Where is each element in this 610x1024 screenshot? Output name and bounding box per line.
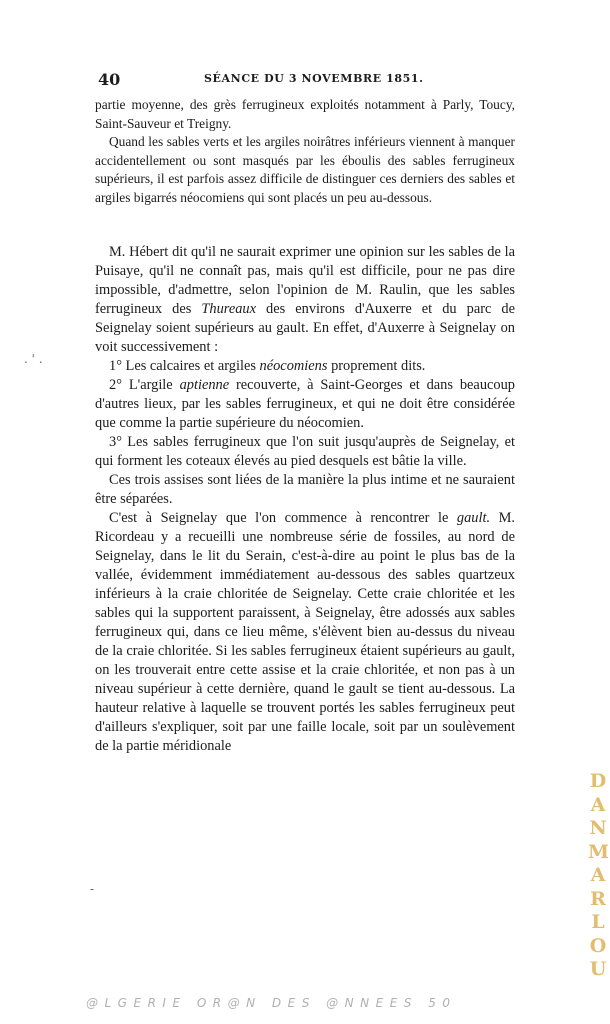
text-block-hebert <box>95 243 515 756</box>
watermark-letter: A <box>590 793 606 816</box>
watermark-letter: R <box>590 887 606 910</box>
paragraph-sables-verts: Quand les sables verts et les argiles noirâtres inférieurs viennent à manquer accidentellement ou sont masqués par les éboulis des sables ferrugineux supérieurs, il est parfois assez difficile de distinguer ces derniers des sables et argiles bigarrés néocomiens qui sont placés un peu au-dessous. <box>95 134 515 205</box>
vertical-watermark <box>588 770 608 982</box>
page-number: 40 <box>98 70 121 89</box>
paragraph-assises: Ces trois assises sont liées de la manière la plus intime et ne sauraient être séparées. <box>95 472 515 507</box>
watermark-letter: A <box>590 864 606 886</box>
list-item-2-italic: aptienne <box>179 377 230 393</box>
footer-watermark: @LGERIE OR@N DES @NNEES 50 <box>86 996 457 1010</box>
hebert-intro-end: des environs d'Auxerre et du parc de Seignelay soient supérieurs au gault. En effet, d'Auxerre à Seignelay on voit successivement : <box>95 301 515 355</box>
list-item-2-start: 2° L'argile <box>109 377 180 393</box>
margin-marks: . ' . <box>24 352 43 366</box>
watermark-letter: D <box>589 770 607 792</box>
stray-mark: - <box>90 882 95 896</box>
list-item-1-end: proprement dits. <box>327 358 426 374</box>
list-item-1-start: 1° Les calcaires et argiles <box>109 358 260 374</box>
watermark-letter: O <box>589 934 607 957</box>
gault-start: C'est à Seignelay que l'on commence à rencontrer le <box>109 510 457 526</box>
watermark-letter: M <box>588 840 610 863</box>
paragraph-hebert <box>95 243 515 357</box>
hebert-intro-italic: Thureaux <box>201 301 257 317</box>
gault-italic: gault. <box>456 510 491 526</box>
list-item-2-end: recouverte, à Saint-Georges et dans beaucoup d'autres lieux, par les sables ferrugineux, et qui ne doit être considérée que comme la partie supérieure du néocomien. <box>95 377 515 431</box>
gault-end: M. Ricordeau y a recueilli une nombreuse série de fossiles, au nord de Seignelay, dans le lit du Serain, c'est-à-dire au point le plus bas de la vallée, évidemment immédiatement au-dessous des sables quartzeux inférieurs à la craie chloritée de Seignelay. Cette craie chloritée et les sables qui la supportent paraissent, à Seignelay, être adossés aux sables ferrugineux qui, dans ce lieu même, s'élèvent bien au-dessus du niveau de la craie chloritée. Si les sables ferrugineux étaient supérieurs au gault, on les trouverait entre cette assise et la craie chloritée, et non pas à un niveau supérieur à cette dernière, quand le gault se tient au-dessous. La hauteur relative à laquelle se trouvent portés les sables ferrugineux peut d'ailleurs s'expliquer, soit par une faille locale, soit par un soulèvement de la partie méridionale <box>95 510 515 754</box>
running-title: SÉANCE DU 3 NOVEMBRE 1851. <box>204 72 424 85</box>
hebert-intro: M. Hébert dit qu'il ne saurait exprimer une opinion sur les sables de la Puisaye, qu'il ne connaît pas, mais qu'il est difficile, pour ne pas dire impossible, d'admettre, selon l'opinion de M. Raulin, que les sables ferrugineux des <box>95 244 515 317</box>
text-block-top <box>95 96 515 208</box>
list-item-1 <box>95 357 515 376</box>
paragraph-continued: partie moyenne, des grès ferrugineux exploités notamment à Parly, Toucy, Saint-Sauveur et Treigny. <box>95 97 515 131</box>
list-item-1-italic: néocomiens <box>259 358 328 374</box>
paragraph-gault <box>95 509 515 756</box>
list-item-3: 3° Les sables ferrugineux que l'on suit jusqu'auprès de Seignelay, et qui forment les coteaux élevés au pied desquels est bâtie la ville. <box>95 434 515 469</box>
watermark-letter: N <box>589 817 607 839</box>
watermark-letter: L <box>591 911 605 933</box>
watermark-letter: U <box>589 958 607 980</box>
list-item-2 <box>95 376 515 433</box>
page-header <box>98 70 518 90</box>
